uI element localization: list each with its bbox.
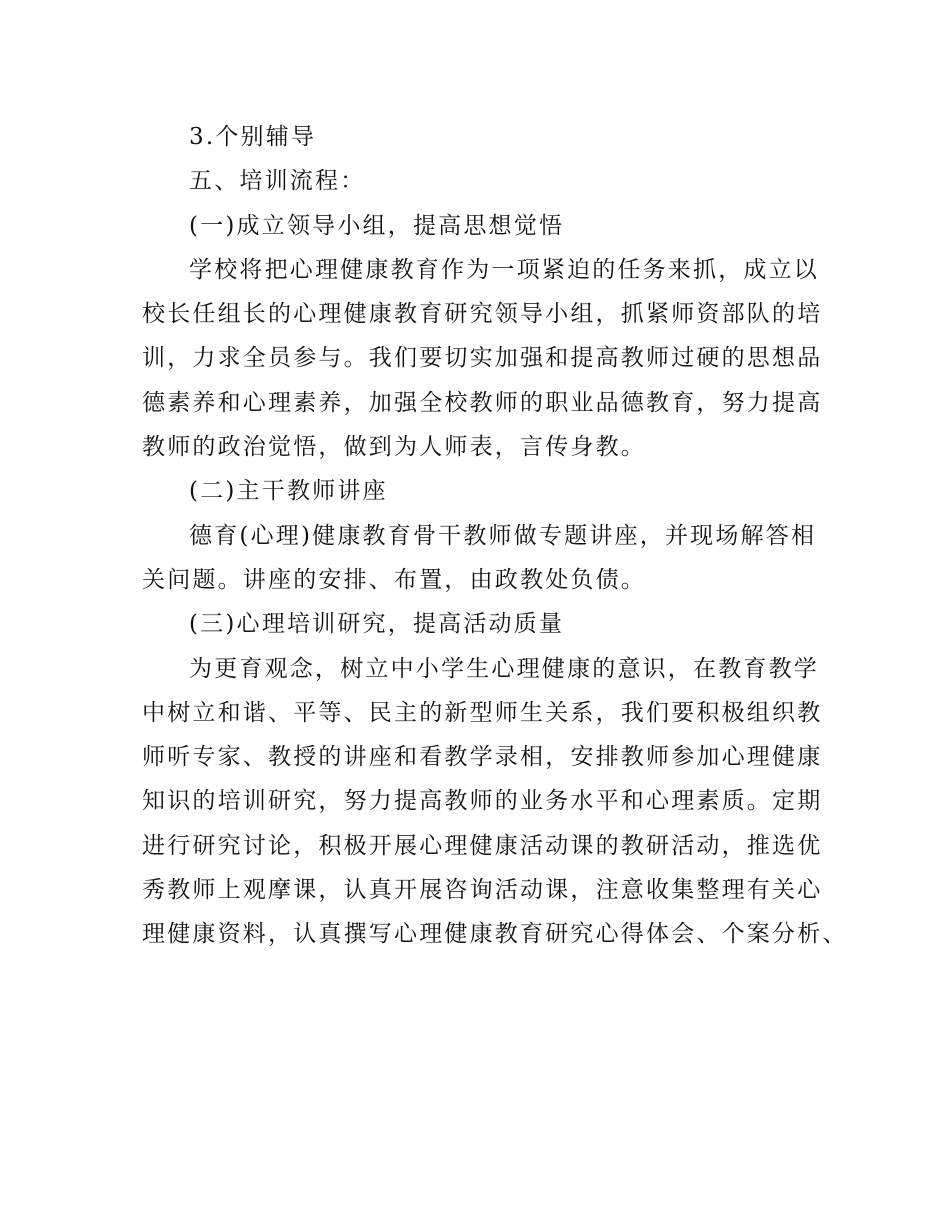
paragraph-line: 秀教师上观摩课，认真开展咨询活动课，注意收集整理有关心 [142, 877, 823, 904]
paragraph-line: 德育(心理)健康教育骨干教师做专题讲座，并现场解答相 [189, 522, 817, 549]
subsection-heading: (三)心理培训研究，提高活动质量 [189, 611, 565, 638]
paragraph-line: 为更育观念，树立中小学生心理健康的意识，在教育教学 [189, 655, 819, 682]
paragraph-line: 学校将把心理健康教育作为一项紧迫的任务来抓，成立以 [189, 256, 819, 283]
section-heading: 五、培训流程： [189, 168, 366, 195]
paragraph-line: 教师的政治觉悟，做到为人师表，言传身教。 [142, 434, 646, 461]
paragraph-line: 关问题。讲座的安排、布置，由政教处负债。 [142, 566, 646, 593]
paragraph-line: 进行研究讨论，积极开展心理健康活动课的教研活动，推选优 [142, 832, 823, 859]
paragraph-line: 知识的培训研究，努力提高教师的业务水平和心理素质。定期 [142, 788, 823, 815]
paragraph-line: 师听专家、教授的讲座和看教学录相，安排教师参加心理健康 [142, 744, 823, 771]
paragraph-line: 中树立和谐、平等、民主的新型师生关系，我们要积极组织教 [142, 699, 823, 726]
paragraph-line: 理健康资料，认真撰写心理健康教育研究心得体会、个案分析、 [142, 921, 848, 948]
paragraph-line: 德素养和心理素养，加强全校教师的职业品德教育，努力提高 [142, 389, 823, 416]
list-item-heading: 3.个别辅导 [189, 124, 317, 150]
subsection-heading: (一)成立领导小组，提高思想觉悟 [189, 212, 565, 239]
paragraph-line: 校长任组长的心理健康教育研究领导小组，抓紧师资部队的培 [142, 301, 823, 328]
paragraph-line: 训，力求全员参与。我们要切实加强和提高教师过硬的思想品 [142, 345, 823, 372]
subsection-heading: (二)主干教师讲座 [189, 478, 388, 505]
document-body [142, 115, 848, 957]
